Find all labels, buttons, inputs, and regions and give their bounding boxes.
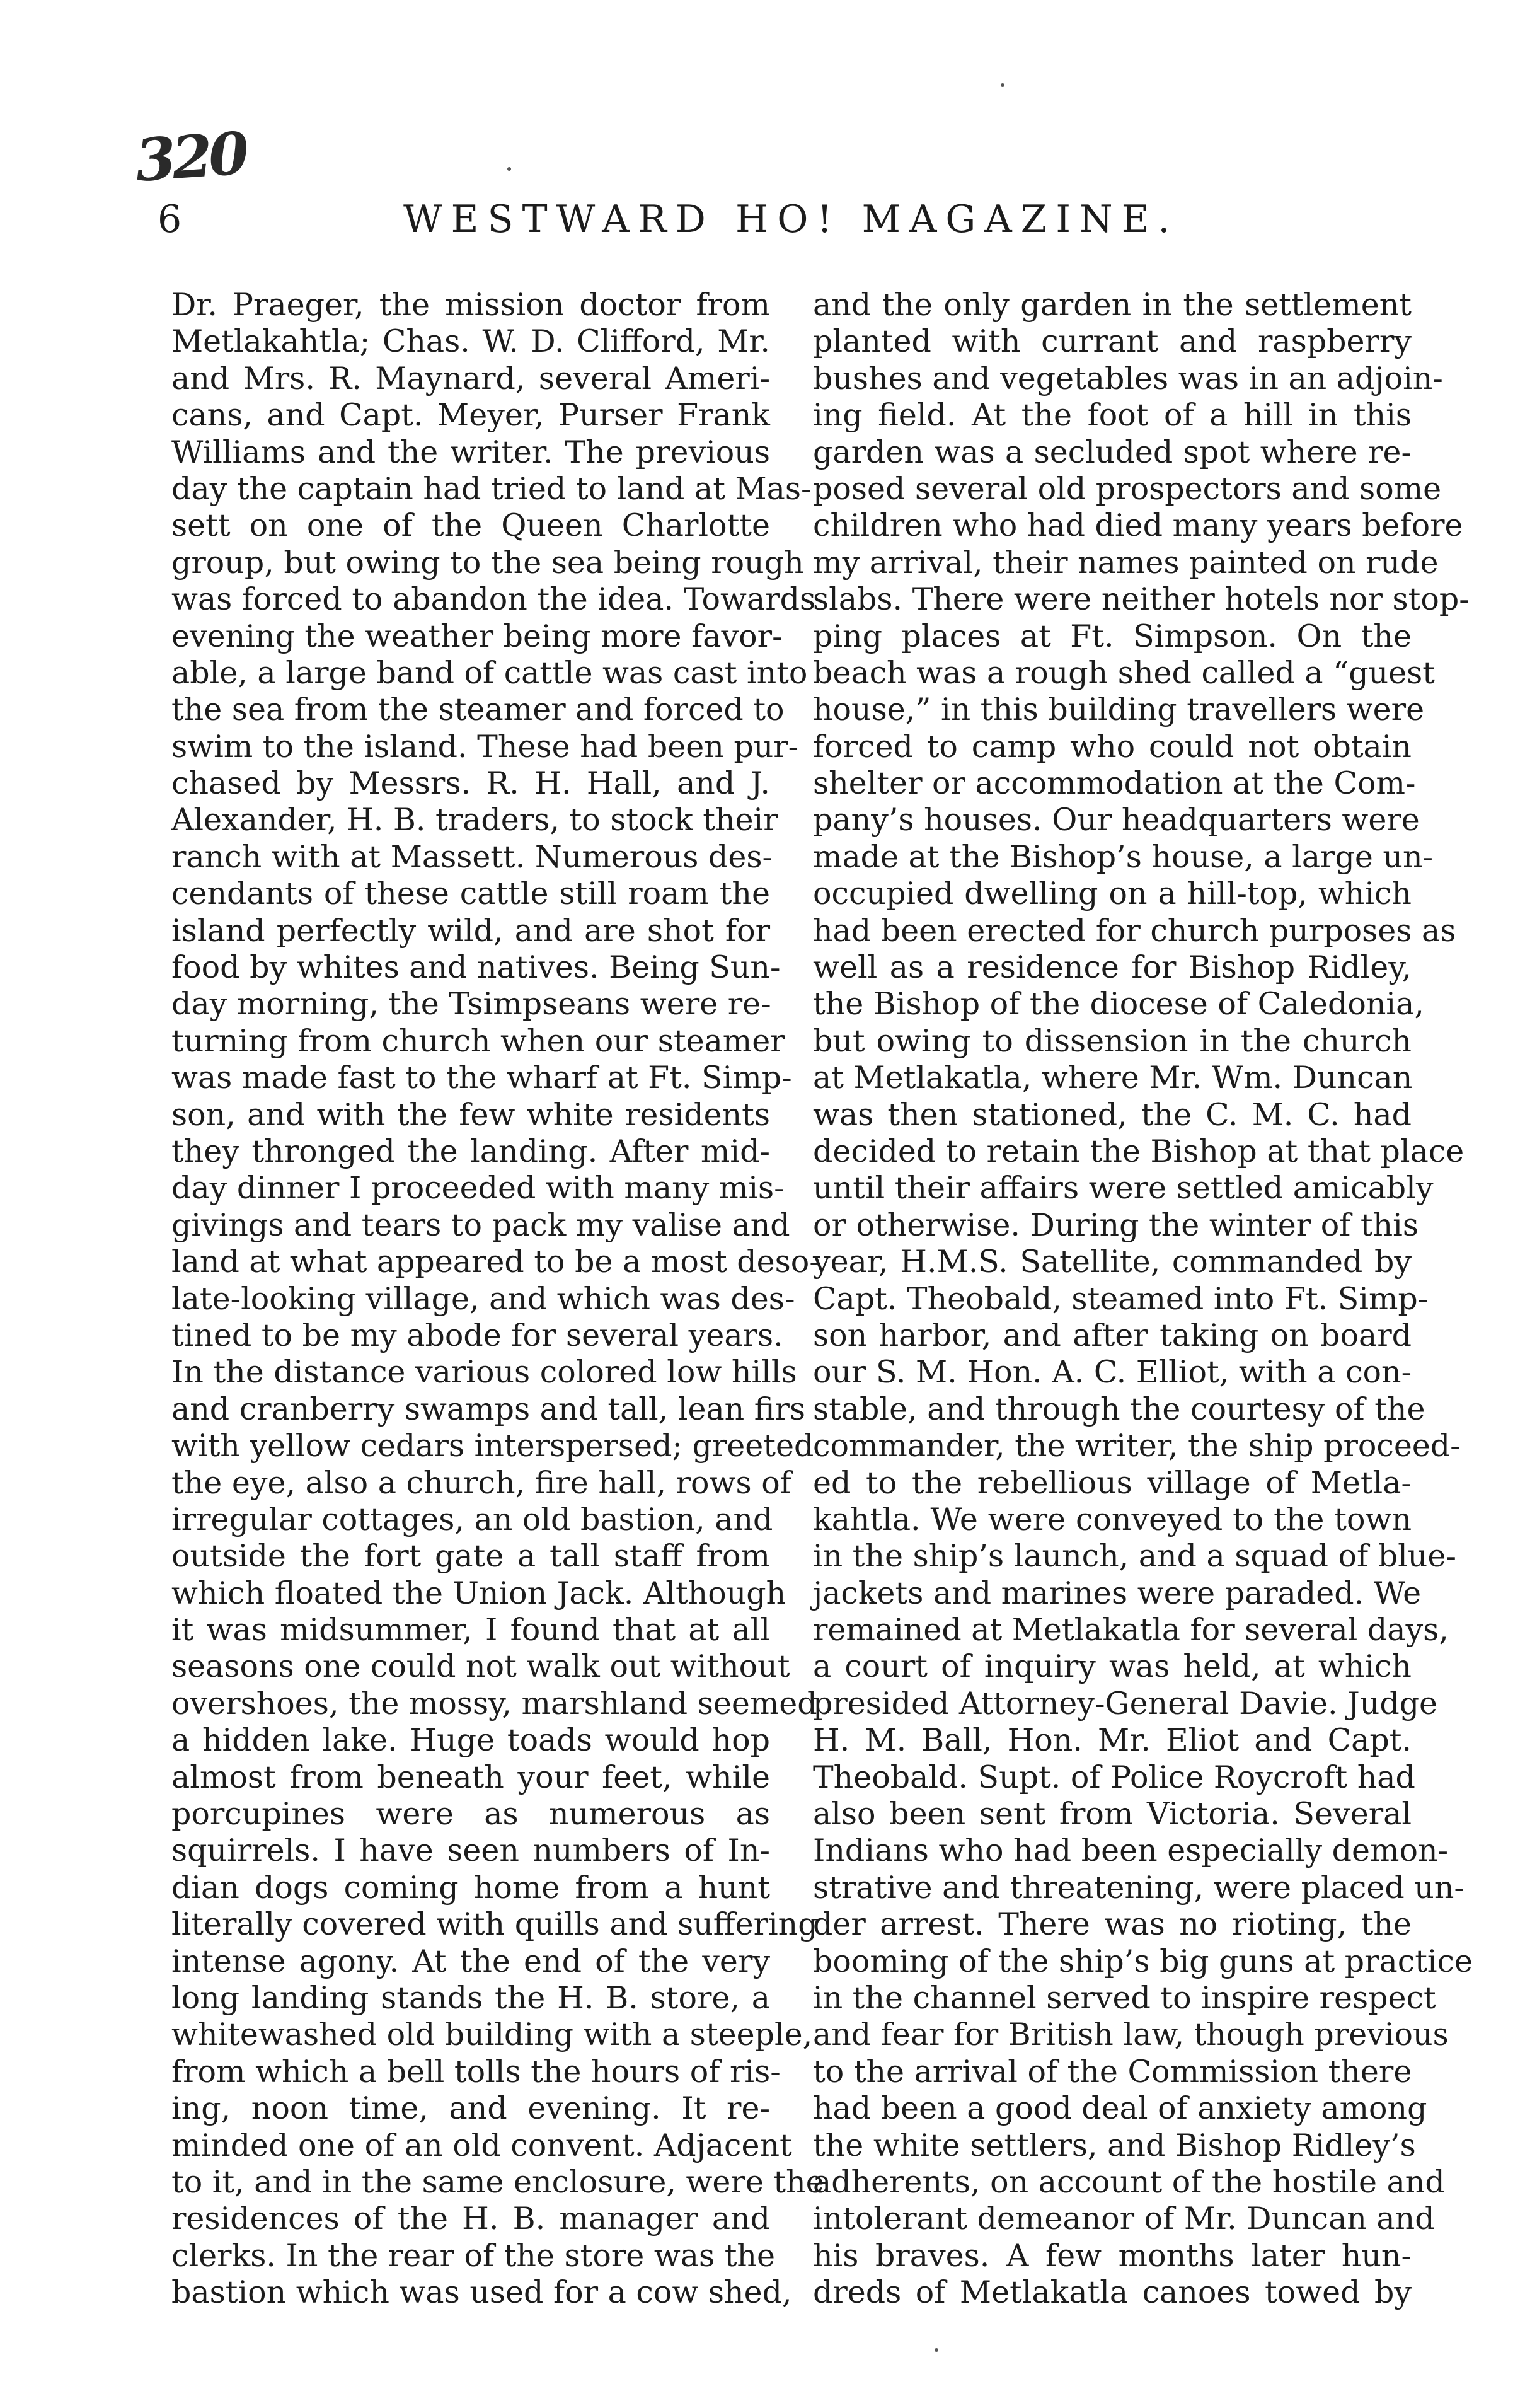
text-line: Dr. Praeger, the mission doctor from bbox=[171, 287, 770, 323]
text-line: planted with currant and raspberry bbox=[813, 323, 1412, 360]
text-line: cans, and Capt. Meyer, Purser Frank bbox=[171, 397, 770, 434]
text-line: island perfectly wild, and are shot for bbox=[171, 912, 770, 949]
text-line: his braves. A few months later hun- bbox=[813, 2237, 1412, 2274]
text-line: until their affairs were settled amicably bbox=[813, 1170, 1434, 1207]
text-line: land at what appeared to be a most deso- bbox=[171, 1244, 820, 1280]
text-line: a hidden lake. Huge toads would hop bbox=[171, 1722, 770, 1759]
text-line: was made fast to the wharf at Ft. Simp- bbox=[171, 1060, 792, 1096]
text-line: intense agony. At the end of the very bbox=[171, 1943, 770, 1979]
text-line: givings and tears to pack my valise and bbox=[171, 1207, 790, 1243]
running-title: WESTWARD HO! MAGAZINE. bbox=[403, 197, 1179, 241]
text-line: intolerant demeanor of Mr. Duncan and bbox=[813, 2201, 1435, 2237]
text-line: strative and threatening, were placed un- bbox=[813, 1869, 1465, 1906]
text-line: in the ship’s launch, and a squad of blue- bbox=[813, 1538, 1456, 1575]
text-line: but owing to dissension in the church bbox=[813, 1022, 1412, 1059]
text-line: late-looking village, and which was des- bbox=[171, 1280, 795, 1317]
text-line: was forced to abandon the idea. Towards bbox=[171, 581, 816, 618]
text-line: beach was a rough shed called a “guest bbox=[813, 654, 1435, 691]
text-line: the Bishop of the diocese of Caledonia, bbox=[813, 986, 1424, 1022]
text-line: Williams and the writer. The previous bbox=[171, 434, 770, 470]
text-line: made at the Bishop’s house, a large un- bbox=[813, 838, 1434, 875]
text-line: sett on one of the Queen Charlotte bbox=[171, 507, 770, 544]
text-line: Metlakahtla; Chas. W. D. Clifford, Mr. bbox=[171, 323, 770, 360]
text-line: adherents, on account of the hostile and bbox=[813, 2163, 1445, 2200]
text-line: decided to retain the Bishop at that place bbox=[813, 1133, 1465, 1169]
text-line: Capt. Theobald, steamed into Ft. Simp- bbox=[813, 1280, 1429, 1317]
text-line: the white settlers, and Bishop Ridley’s bbox=[813, 2127, 1416, 2163]
text-line: and Mrs. R. Maynard, several Ameri- bbox=[171, 360, 770, 397]
text-line: and fear for British law, though previous bbox=[813, 2017, 1449, 2053]
text-line: garden was a secluded spot where re- bbox=[813, 434, 1412, 470]
text-line: der arrest. There was no rioting, the bbox=[813, 1906, 1412, 1943]
text-line: to the arrival of the Commission there bbox=[813, 2053, 1412, 2090]
text-line: irregular cottages, an old bastion, and bbox=[171, 1501, 773, 1537]
text-line: occupied dwelling on a hill-top, which bbox=[813, 876, 1412, 912]
text-line: with yellow cedars interspersed; greeted bbox=[171, 1428, 814, 1464]
text-line: overshoes, the mossy, marshland seemed bbox=[171, 1685, 817, 1722]
text-line: and the only garden in the settlement bbox=[813, 287, 1412, 323]
page-number: 6 bbox=[158, 197, 182, 241]
text-line: which floated the Union Jack. Although bbox=[171, 1575, 786, 1611]
text-line: it was midsummer, I found that at all bbox=[171, 1612, 770, 1648]
text-line: pany’s houses. Our headquarters were bbox=[813, 802, 1420, 838]
text-line: son, and with the few white residents bbox=[171, 1096, 770, 1133]
text-line: forced to camp who could not obtain bbox=[813, 728, 1412, 765]
text-line: ranch with at Massett. Numerous des- bbox=[171, 838, 773, 875]
text-line: and cranberry swamps and tall, lean firs bbox=[171, 1391, 806, 1427]
text-line: Indians who had been especially demon- bbox=[813, 1832, 1449, 1869]
text-line: day the captain had tried to land at Mas- bbox=[171, 470, 812, 507]
text-line: literally covered with quills and suffering bbox=[171, 1906, 818, 1943]
text-line: kahtla. We were conveyed to the town bbox=[813, 1501, 1412, 1537]
text-line: had been erected for church purposes as bbox=[813, 912, 1456, 949]
text-line: squirrels. I have seen numbers of In- bbox=[171, 1832, 770, 1869]
text-line: the eye, also a church, fire hall, rows of bbox=[171, 1464, 791, 1501]
text-line: had been a good deal of anxiety among bbox=[813, 2090, 1427, 2127]
speck-mark bbox=[1001, 83, 1004, 87]
text-line: Alexander, H. B. traders, to stock their bbox=[171, 802, 778, 838]
text-line: day dinner I proceeded with many mis- bbox=[171, 1170, 785, 1207]
text-line: commander, the writer, the ship proceed- bbox=[813, 1428, 1461, 1464]
text-line: ping places at Ft. Simpson. On the bbox=[813, 618, 1412, 654]
text-line: Theobald. Supt. of Police Roycroft had bbox=[813, 1759, 1415, 1795]
text-line: my arrival, their names painted on rude bbox=[813, 544, 1439, 581]
text-line: year, H.M.S. Satellite, commanded by bbox=[813, 1244, 1412, 1280]
text-line: dian dogs coming home from a hunt bbox=[171, 1869, 770, 1906]
text-line: long landing stands the H. B. store, a bbox=[171, 1979, 770, 2016]
left-column bbox=[171, 287, 824, 2311]
text-line: dreds of Metlakatla canoes towed by bbox=[813, 2274, 1412, 2311]
text-line: bastion which was used for a cow shed, bbox=[171, 2274, 792, 2311]
text-line: a court of inquiry was held, at which bbox=[813, 1648, 1412, 1685]
text-line: whitewashed old building with a steeple, bbox=[171, 2017, 813, 2053]
text-line: able, a large band of cattle was cast into bbox=[171, 654, 808, 691]
text-line: food by whites and natives. Being Sun- bbox=[171, 949, 781, 986]
text-line: turning from church when our steamer bbox=[171, 1022, 785, 1059]
text-line: our S. M. Hon. A. C. Elliot, with a con- bbox=[813, 1354, 1412, 1391]
text-line: porcupines were as numerous as bbox=[171, 1796, 770, 1832]
text-line: ing, noon time, and evening. It re- bbox=[171, 2090, 770, 2127]
text-line: swim to the island. These had been pur- bbox=[171, 728, 799, 765]
text-line: shelter or accommodation at the Com- bbox=[813, 765, 1416, 802]
text-line: cendants of these cattle still roam the bbox=[171, 876, 770, 912]
text-line: ing field. At the foot of a hill in this bbox=[813, 397, 1412, 434]
text-line: bushes and vegetables was in an adjoin- bbox=[813, 360, 1443, 397]
text-line: slabs. There were neither hotels nor stop- bbox=[813, 581, 1470, 618]
text-line: minded one of an old convent. Adjacent bbox=[171, 2127, 792, 2163]
text-line: outside the fort gate a tall staff from bbox=[171, 1538, 770, 1575]
text-line: to it, and in the same enclosure, were the bbox=[171, 2163, 824, 2200]
text-line: children who had died many years before bbox=[813, 507, 1463, 544]
text-line: they thronged the landing. After mid- bbox=[171, 1133, 770, 1169]
right-column bbox=[813, 287, 1473, 2311]
text-line: In the distance various colored low hills bbox=[171, 1354, 797, 1391]
handwritten-page-number: 320 bbox=[133, 119, 248, 195]
text-line: also been sent from Victoria. Several bbox=[813, 1796, 1412, 1832]
text-line: presided Attorney-General Davie. Judge bbox=[813, 1685, 1438, 1722]
text-line: stable, and through the courtesy of the bbox=[813, 1391, 1425, 1427]
text-line: the sea from the steamer and forced to bbox=[171, 692, 785, 728]
text-line: from which a bell tolls the hours of ris- bbox=[171, 2053, 781, 2090]
text-line: posed several old prospectors and some bbox=[813, 470, 1442, 507]
text-line: H. M. Ball, Hon. Mr. Eliot and Capt. bbox=[813, 1722, 1412, 1759]
text-line: was then stationed, the C. M. C. had bbox=[813, 1096, 1412, 1133]
text-line: booming of the ship’s big guns at practice bbox=[813, 1943, 1473, 1979]
text-line: evening the weather being more favor- bbox=[171, 618, 783, 654]
text-line: ed to the rebellious village of Metla- bbox=[813, 1464, 1412, 1501]
text-line: well as a residence for Bishop Ridley, bbox=[813, 949, 1412, 986]
speck-mark bbox=[507, 167, 511, 171]
text-line: or otherwise. During the winter of this bbox=[813, 1207, 1419, 1243]
text-line: house,” in this building travellers were bbox=[813, 692, 1425, 728]
text-line: seasons one could not walk out without bbox=[171, 1648, 790, 1685]
text-line: in the channel served to inspire respect bbox=[813, 1979, 1436, 2016]
text-line: remained at Metlakatla for several days, bbox=[813, 1612, 1449, 1648]
text-line: tined to be my abode for several years. bbox=[171, 1317, 783, 1353]
text-line: at Metlakatla, where Mr. Wm. Duncan bbox=[813, 1060, 1413, 1096]
text-line: clerks. In the rear of the store was the bbox=[171, 2237, 775, 2274]
text-line: residences of the H. B. manager and bbox=[171, 2201, 770, 2237]
speck-mark bbox=[935, 2348, 938, 2352]
text-line: day morning, the Tsimpseans were re- bbox=[171, 986, 771, 1022]
text-line: group, but owing to the sea being rough bbox=[171, 544, 804, 581]
text-line: chased by Messrs. R. H. Hall, and J. bbox=[171, 765, 770, 802]
text-line: almost from beneath your feet, while bbox=[171, 1759, 770, 1795]
text-line: jackets and marines were paraded. We bbox=[813, 1575, 1422, 1611]
text-line: son harbor, and after taking on board bbox=[813, 1317, 1412, 1353]
